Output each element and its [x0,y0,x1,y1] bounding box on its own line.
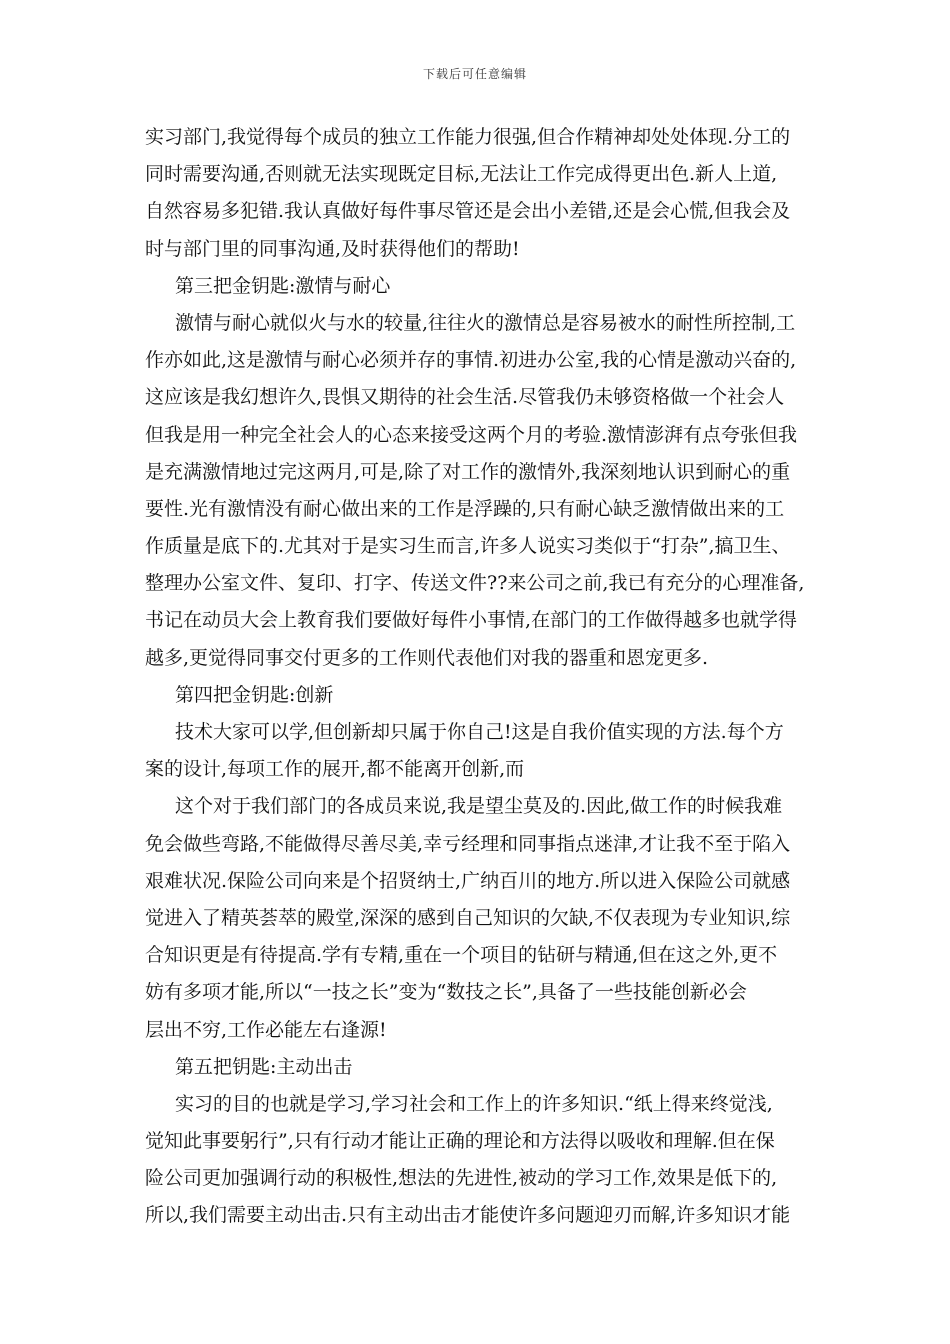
paragraph-line: 书记在动员大会上教育我们要做好每件小事情,在部门的工作做得越多也就学得 [145,609,798,632]
paragraph-line: 第三把金钥匙:激情与耐心 [175,274,391,297]
paragraph-line: 作亦如此,这是激情与耐心必须并存的事情.初进办公室,我的心情是激动兴奋的, [145,349,797,372]
paragraph-line: 这应该是我幻想许久,畏惧又期待的社会生活.尽管我仍未够资格做一个社会人 [145,386,785,409]
page-header: 下载后可任意编辑 [422,67,527,81]
paragraph-line: 实习的目的也就是学习,学习社会和工作上的许多知识.“纸上得来终觉浅, [175,1092,773,1115]
paragraph-line: 艰难状况.保险公司向来是个招贤纳士,广纳百川的地方.所以进入保险公司就感 [145,869,791,892]
paragraph-line: 整理办公室文件、复印、打字、传送文件??来公司之前,我已有充分的心理准备, [145,572,805,595]
paragraph-line: 妨有多项才能,所以“一技之长”变为“数技之长”,具备了一些技能创新必会 [145,981,747,1004]
paragraph-line: 险公司更加强调行动的积极性,想法的先进性,被动的学习工作,效果是低下的, [145,1167,778,1190]
paragraph-line: 要性.光有激情没有耐心做出来的工作是浮躁的,只有耐心缺乏激情做出来的工 [145,497,785,520]
paragraph-line: 第四把金钥匙:创新 [175,683,334,706]
paragraph-line: 激情与耐心就似火与水的较量,往往火的激情总是容易被水的耐性所控制,工 [175,311,796,334]
paragraph-line: 第五把钥匙:主动出击 [175,1055,353,1078]
paragraph-line: 所以,我们需要主动出击.只有主动出击才能使许多问题迎刃而解,许多知识才能 [145,1204,791,1227]
paragraph-line: 层出不穷,工作必能左右逢源! [145,1018,387,1041]
paragraph-line: 这个对于我们部门的各成员来说,我是望尘莫及的.因此,做工作的时候我难 [175,795,783,818]
paragraph-line: 免会做些弯路,不能做得尽善尽美,幸亏经理和同事指点迷津,才让我不至于陷入 [145,832,791,855]
paragraph-line: 作质量是底下的.尤其对于是实习生而言,许多人说实习类似于“打杂”,搞卫生、 [145,535,791,558]
paragraph-line: 觉知此事要躬行”,只有行动才能让正确的理论和方法得以吸收和理解.但在保 [145,1130,775,1153]
paragraph-line: 时与部门里的同事沟通,及时获得他们的帮助! [145,237,520,260]
paragraph-line: 自然容易多犯错.我认真做好每件事尽管还是会出小差错,还是会心慌,但我会及 [145,200,791,223]
paragraph-line: 案的设计,每项工作的展开,都不能离开创新,而 [145,758,525,781]
paragraph-line: 实习部门,我觉得每个成员的独立工作能力很强,但合作精神却处处体现.分工的 [145,126,791,148]
paragraph-line: 同时需要沟通,否则就无法实现既定目标,无法让工作完成得更出色.新人上道, [145,163,778,186]
paragraph-line: 但我是用一种完全社会人的心态来接受这两个月的考验.激情澎湃有点夸张但我 [145,423,798,446]
paragraph-line: 觉进入了精英荟萃的殿堂,深深的感到自己知识的欠缺,不仅表现为专业知识,综 [145,906,791,929]
paragraph-line: 越多,更觉得同事交付更多的工作则代表他们对我的器重和恩宠更多. [145,646,709,669]
paragraph-line: 合知识更是有待提高.学有专精,重在一个项目的钻研与精通,但在这之外,更不 [145,944,778,967]
paragraph-line: 技术大家可以学,但创新却只属于你自己!这是自我价值实现的方法.每个方 [175,721,784,743]
paragraph-line: 是充满激情地过完这两月,可是,除了对工作的激情外,我深刻地认识到耐心的重 [145,460,791,483]
document-body [145,119,805,1235]
